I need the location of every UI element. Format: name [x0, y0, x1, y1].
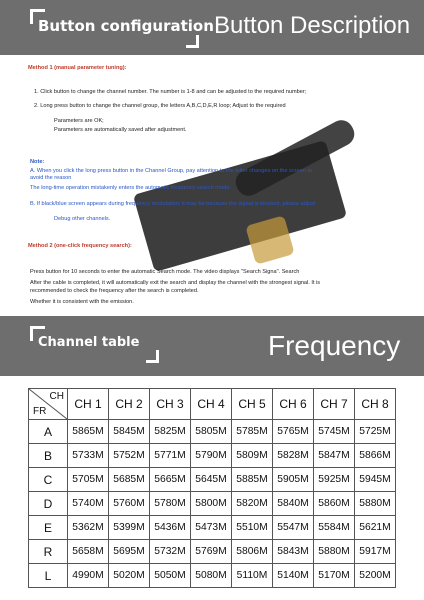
frequency-cell: 5800M — [191, 492, 232, 516]
frequency-cell: 5752M — [109, 444, 150, 468]
frequency-cell: 5917M — [355, 540, 396, 564]
row-label: L — [29, 564, 68, 588]
frequency-cell: 5885M — [232, 468, 273, 492]
frequency-cell: 5080M — [191, 564, 232, 588]
frequency-cell: 5785M — [232, 420, 273, 444]
frequency-cell: 5847M — [314, 444, 355, 468]
table-body — [29, 420, 396, 588]
table-row — [29, 540, 396, 564]
frequency-cell: 5905M — [273, 468, 314, 492]
frequency-cell: 5621M — [355, 516, 396, 540]
row-label: D — [29, 492, 68, 516]
frequency-cell: 5880M — [314, 540, 355, 564]
frequency-cell: 5806M — [232, 540, 273, 564]
table-row — [29, 492, 396, 516]
table-row — [29, 444, 396, 468]
frequency-cell: 5809M — [232, 444, 273, 468]
column-header: CH 1 — [68, 389, 109, 420]
header-tag: Button configuration — [38, 17, 214, 35]
frequency-cell: 5170M — [314, 564, 355, 588]
corner-bracket-icon — [186, 35, 199, 48]
header-banner — [0, 0, 424, 55]
column-header: CH 3 — [150, 389, 191, 420]
note-a1: A. When you click the long press button in the Channel Group, pay attention to the letter changes on the screen to — [30, 168, 313, 174]
frequency-cell: 5473M — [191, 516, 232, 540]
frequency-cell: 5399M — [109, 516, 150, 540]
frequency-cell: 5547M — [273, 516, 314, 540]
frequency-cell: 5510M — [232, 516, 273, 540]
frequency-cell: 5658M — [68, 540, 109, 564]
frequency-cell: 5665M — [150, 468, 191, 492]
table-row — [29, 516, 396, 540]
table-row — [29, 564, 396, 588]
method2-heading: Method 2 (one-click frequency search): — [28, 243, 132, 249]
note-b1: B. If black/blue screen appears during frequency modulation: it may be because the signal is blocked, please adjust — [30, 201, 316, 207]
table-row — [29, 468, 396, 492]
column-header: CH 8 — [355, 389, 396, 420]
frequency-cell: 5820M — [232, 492, 273, 516]
frequency-cell: 5584M — [314, 516, 355, 540]
frequency-cell: 5140M — [273, 564, 314, 588]
frequency-cell: 5765M — [273, 420, 314, 444]
table-header-row — [29, 389, 396, 420]
header-title: Button Description — [214, 12, 411, 39]
frequency-cell: 5771M — [150, 444, 191, 468]
note-a2: avoid the reason — [30, 175, 72, 181]
method1-step2c: Parameters are automatically saved after adjustment. — [54, 127, 187, 133]
method2-p3: recommended to check the frequency after the search is completed. — [30, 288, 199, 294]
method1-step2: 2. Long press button to change the channel group, the letters A,B,C,D,E,R loop; Adjust to the required — [34, 103, 286, 109]
frequency-table — [28, 388, 396, 588]
note-b2: Debug other channels. — [54, 216, 111, 222]
column-header: CH 6 — [273, 389, 314, 420]
corner-fr-label: FR — [33, 406, 47, 417]
frequency-cell: 5050M — [150, 564, 191, 588]
table-row — [29, 420, 396, 444]
table-corner-cell — [29, 389, 68, 420]
column-header: CH 4 — [191, 389, 232, 420]
frequency-cell: 5362M — [68, 516, 109, 540]
frequency-cell: 4990M — [68, 564, 109, 588]
frequency-cell: 5436M — [150, 516, 191, 540]
method1-heading: Method 1 (manual parameter tuning): — [28, 65, 127, 71]
frequency-cell: 5725M — [355, 420, 396, 444]
frequency-cell: 5925M — [314, 468, 355, 492]
frequency-cell: 5790M — [191, 444, 232, 468]
frequency-cell: 5645M — [191, 468, 232, 492]
frequency-cell: 5945M — [355, 468, 396, 492]
section-banner — [0, 316, 424, 376]
frequency-cell: 5865M — [68, 420, 109, 444]
frequency-cell: 5685M — [109, 468, 150, 492]
row-label: C — [29, 468, 68, 492]
frequency-cell: 5110M — [232, 564, 273, 588]
note-a3: The long-time operation mistakenly enters the automatic frequency search mode. — [30, 185, 231, 191]
row-label: E — [29, 516, 68, 540]
frequency-cell: 5843M — [273, 540, 314, 564]
frequency-cell: 5695M — [109, 540, 150, 564]
column-header: CH 2 — [109, 389, 150, 420]
frequency-cell: 5845M — [109, 420, 150, 444]
row-label: R — [29, 540, 68, 564]
frequency-cell: 5860M — [314, 492, 355, 516]
frequency-cell: 5769M — [191, 540, 232, 564]
section-tag: Channel table — [38, 335, 140, 350]
frequency-cell: 5705M — [68, 468, 109, 492]
frequency-cell: 5880M — [355, 492, 396, 516]
column-header: CH 5 — [232, 389, 273, 420]
row-label: A — [29, 420, 68, 444]
frequency-cell: 5780M — [150, 492, 191, 516]
note-heading: Note: — [30, 159, 45, 165]
method1-step1: 1. Click button to change the channel number. The number is 1-8 and can be adjusted to the required number; — [34, 89, 307, 95]
column-header: CH 7 — [314, 389, 355, 420]
frequency-cell: 5828M — [273, 444, 314, 468]
row-label: B — [29, 444, 68, 468]
frequency-cell: 5805M — [191, 420, 232, 444]
frequency-cell: 5825M — [150, 420, 191, 444]
frequency-cell: 5733M — [68, 444, 109, 468]
frequency-cell: 5760M — [109, 492, 150, 516]
corner-bracket-icon — [146, 350, 159, 363]
method2-p4: Whether it is consistent with the emission. — [30, 299, 134, 305]
frequency-cell: 5740M — [68, 492, 109, 516]
method2-p2: After the cable is completed, it will automatically exit the search and display the channel with the strongest signal. It is — [30, 280, 321, 286]
corner-ch-label: CH — [49, 391, 64, 402]
method2-p1: Press button for 10 seconds to enter the automatic Search mode. The video displays "Search Signa". Search — [30, 269, 300, 275]
frequency-cell: 5200M — [355, 564, 396, 588]
frequency-cell: 5745M — [314, 420, 355, 444]
method1-step2b: Parameters are OK; — [54, 118, 104, 124]
instructions-section — [0, 55, 424, 316]
section-title: Frequency — [268, 330, 401, 361]
frequency-cell: 5020M — [109, 564, 150, 588]
frequency-cell: 5840M — [273, 492, 314, 516]
frequency-cell: 5732M — [150, 540, 191, 564]
frequency-cell: 5866M — [355, 444, 396, 468]
